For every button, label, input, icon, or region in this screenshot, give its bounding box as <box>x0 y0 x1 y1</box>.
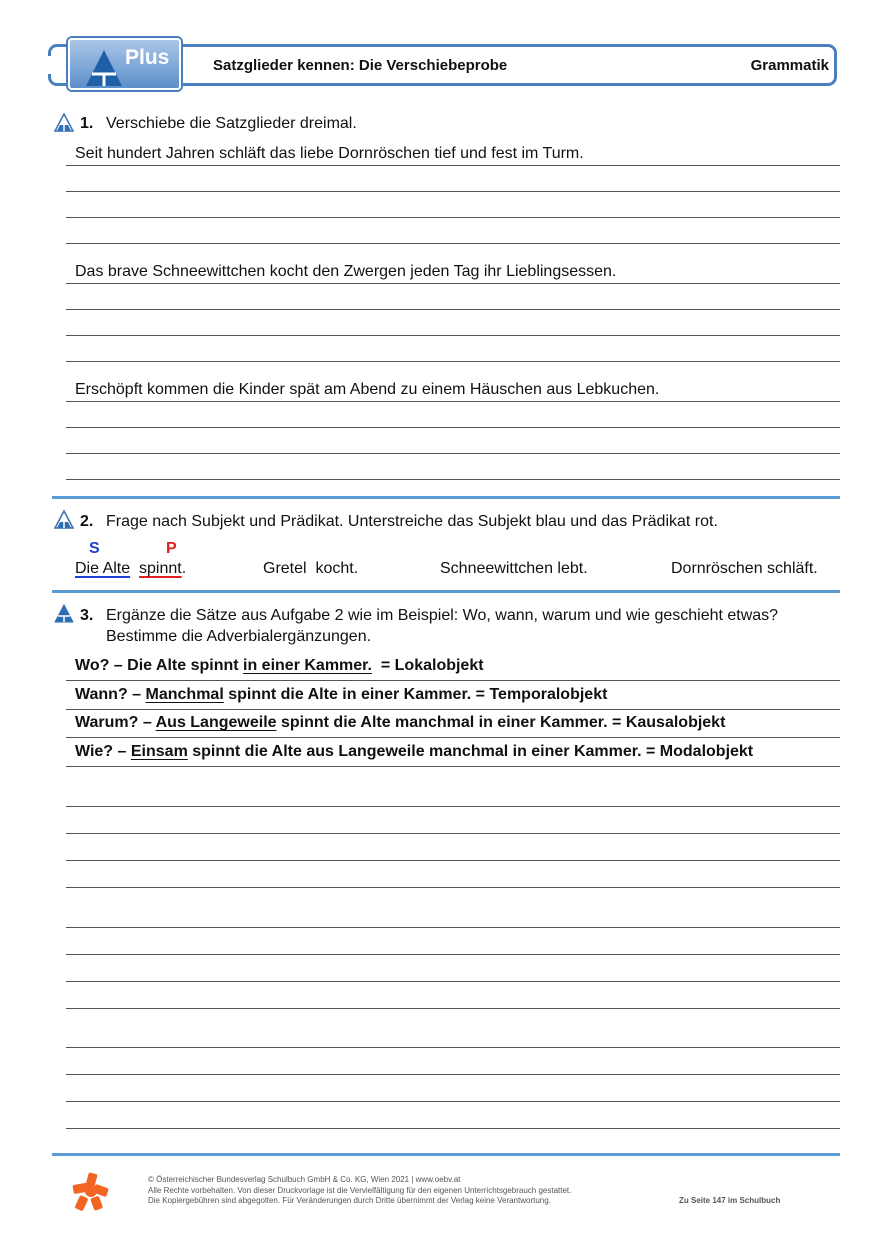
level-triangle-icon <box>53 112 75 132</box>
writing-line[interactable] <box>66 217 840 218</box>
task1-number: 1. <box>80 115 94 132</box>
writing-line[interactable] <box>66 981 840 982</box>
writing-line[interactable] <box>66 1074 840 1075</box>
section-divider <box>52 590 840 593</box>
writing-line[interactable] <box>66 361 840 362</box>
footer-divider <box>52 1153 840 1156</box>
writing-line[interactable] <box>66 479 840 480</box>
answer-line-wann: Wann? – Manchmal spinnt die Alte in einer Kammer. = Temporalobjekt <box>75 686 608 703</box>
task1-sentence-2: Das brave Schneewittchen kocht den Zwergen jeden Tag ihr Lieblingsessen. <box>75 263 617 280</box>
writing-line[interactable] <box>66 427 840 428</box>
writing-line[interactable] <box>66 860 840 861</box>
section-divider <box>52 496 840 499</box>
writing-line <box>66 709 840 710</box>
task2-instruction: Frage nach Subjekt und Prädikat. Unterstreiche das Subjekt blau und das Prädikat rot. <box>106 513 718 530</box>
answer-line-wo: Wo? – Die Alte spinnt in einer Kammer. = Lokalobjekt <box>75 657 484 674</box>
writing-line[interactable] <box>66 1047 840 1048</box>
writing-line[interactable] <box>66 453 840 454</box>
answer-line-warum: Warum? – Aus Langeweile spinnt die Alte manchmal in einer Kammer. = Kausalobjekt <box>75 714 726 731</box>
writing-line[interactable] <box>66 1101 840 1102</box>
writing-line <box>66 680 840 681</box>
worksheet-title: Satzglieder kennen: Die Verschiebeprobe <box>213 57 508 74</box>
page-reference: Zu Seite 147 im Schulbuch <box>679 1196 781 1205</box>
writing-line[interactable] <box>66 283 840 284</box>
level-triangle-icon <box>53 603 75 623</box>
writing-line[interactable] <box>66 1008 840 1009</box>
predicate-marker: P <box>166 540 177 557</box>
task2-number: 2. <box>80 513 94 530</box>
writing-line[interactable] <box>66 887 840 888</box>
task1-sentence-3: Erschöpft kommen die Kinder spät am Abend zu einem Häuschen aus Lebkuchen. <box>75 381 660 398</box>
task2-sentence-2[interactable]: Schneewittchen lebt. <box>440 560 588 577</box>
writing-line <box>66 737 840 738</box>
logo-text: Plus <box>125 46 170 69</box>
task3-instruction-line2: Bestimme die Adverbialergänzungen. <box>106 628 372 645</box>
writing-line[interactable] <box>66 401 840 402</box>
example-period: . <box>181 560 187 577</box>
task2-sentence-1[interactable]: Gretel kocht. <box>263 560 359 577</box>
task3-instruction-line1: Ergänze die Sätze aus Aufgabe 2 wie im Beispiel: Wo, wann, warum und wie geschieht etwas? <box>106 607 779 624</box>
writing-line[interactable] <box>66 806 840 807</box>
example-subject: Die Alte <box>75 560 131 577</box>
answer-underlined: in einer Kammer. <box>243 657 372 674</box>
answer-underlined: Manchmal <box>145 686 224 703</box>
writing-line[interactable] <box>66 335 840 336</box>
writing-line[interactable] <box>66 833 840 834</box>
writing-line[interactable] <box>66 954 840 955</box>
publisher-logo-icon <box>72 1172 110 1212</box>
task2-sentence-3[interactable]: Dornröschen schläft. <box>671 560 818 577</box>
task1-instruction: Verschiebe die Satzglieder dreimal. <box>106 115 357 132</box>
writing-line[interactable] <box>66 243 840 244</box>
task1-sentence-1: Seit hundert Jahren schläft das liebe Dornröschen tief und fest im Turm. <box>75 145 584 162</box>
answer-underlined: Einsam <box>130 743 188 760</box>
plus-logo <box>68 38 181 90</box>
writing-line[interactable] <box>66 309 840 310</box>
level-triangle-icon <box>53 509 75 529</box>
subject-marker: S <box>89 540 100 557</box>
writing-line[interactable] <box>66 927 840 928</box>
writing-line <box>66 766 840 767</box>
writing-line[interactable] <box>66 1128 840 1129</box>
copyright-notice: © Österreichischer Bundesverlag Schulbuch GmbH & Co. KG, Wien 2021 | www.oebv.at Alle Rechte vorbehalten. Von dieser Druckvorlage ist die Vervielfältigung für den eigenen Unterrichtsgebrauch gestattet. Die Kopiergebühren sind abgegolten. Für Veränderungen durch Dritte übernimmt der Verlag keine Verantwortung. <box>148 1175 572 1205</box>
writing-line[interactable] <box>66 165 840 166</box>
task3-number: 3. <box>80 607 94 624</box>
example-sentence <box>75 560 186 578</box>
answer-underlined: Aus Langeweile <box>155 714 277 731</box>
writing-line[interactable] <box>66 191 840 192</box>
answer-line-wie: Wie? – Einsam spinnt die Alte aus Langeweile manchmal in einer Kammer. = Modalobjekt <box>75 743 754 760</box>
example-predicate: spinnt <box>139 560 182 577</box>
subject-label: Grammatik <box>750 57 829 74</box>
